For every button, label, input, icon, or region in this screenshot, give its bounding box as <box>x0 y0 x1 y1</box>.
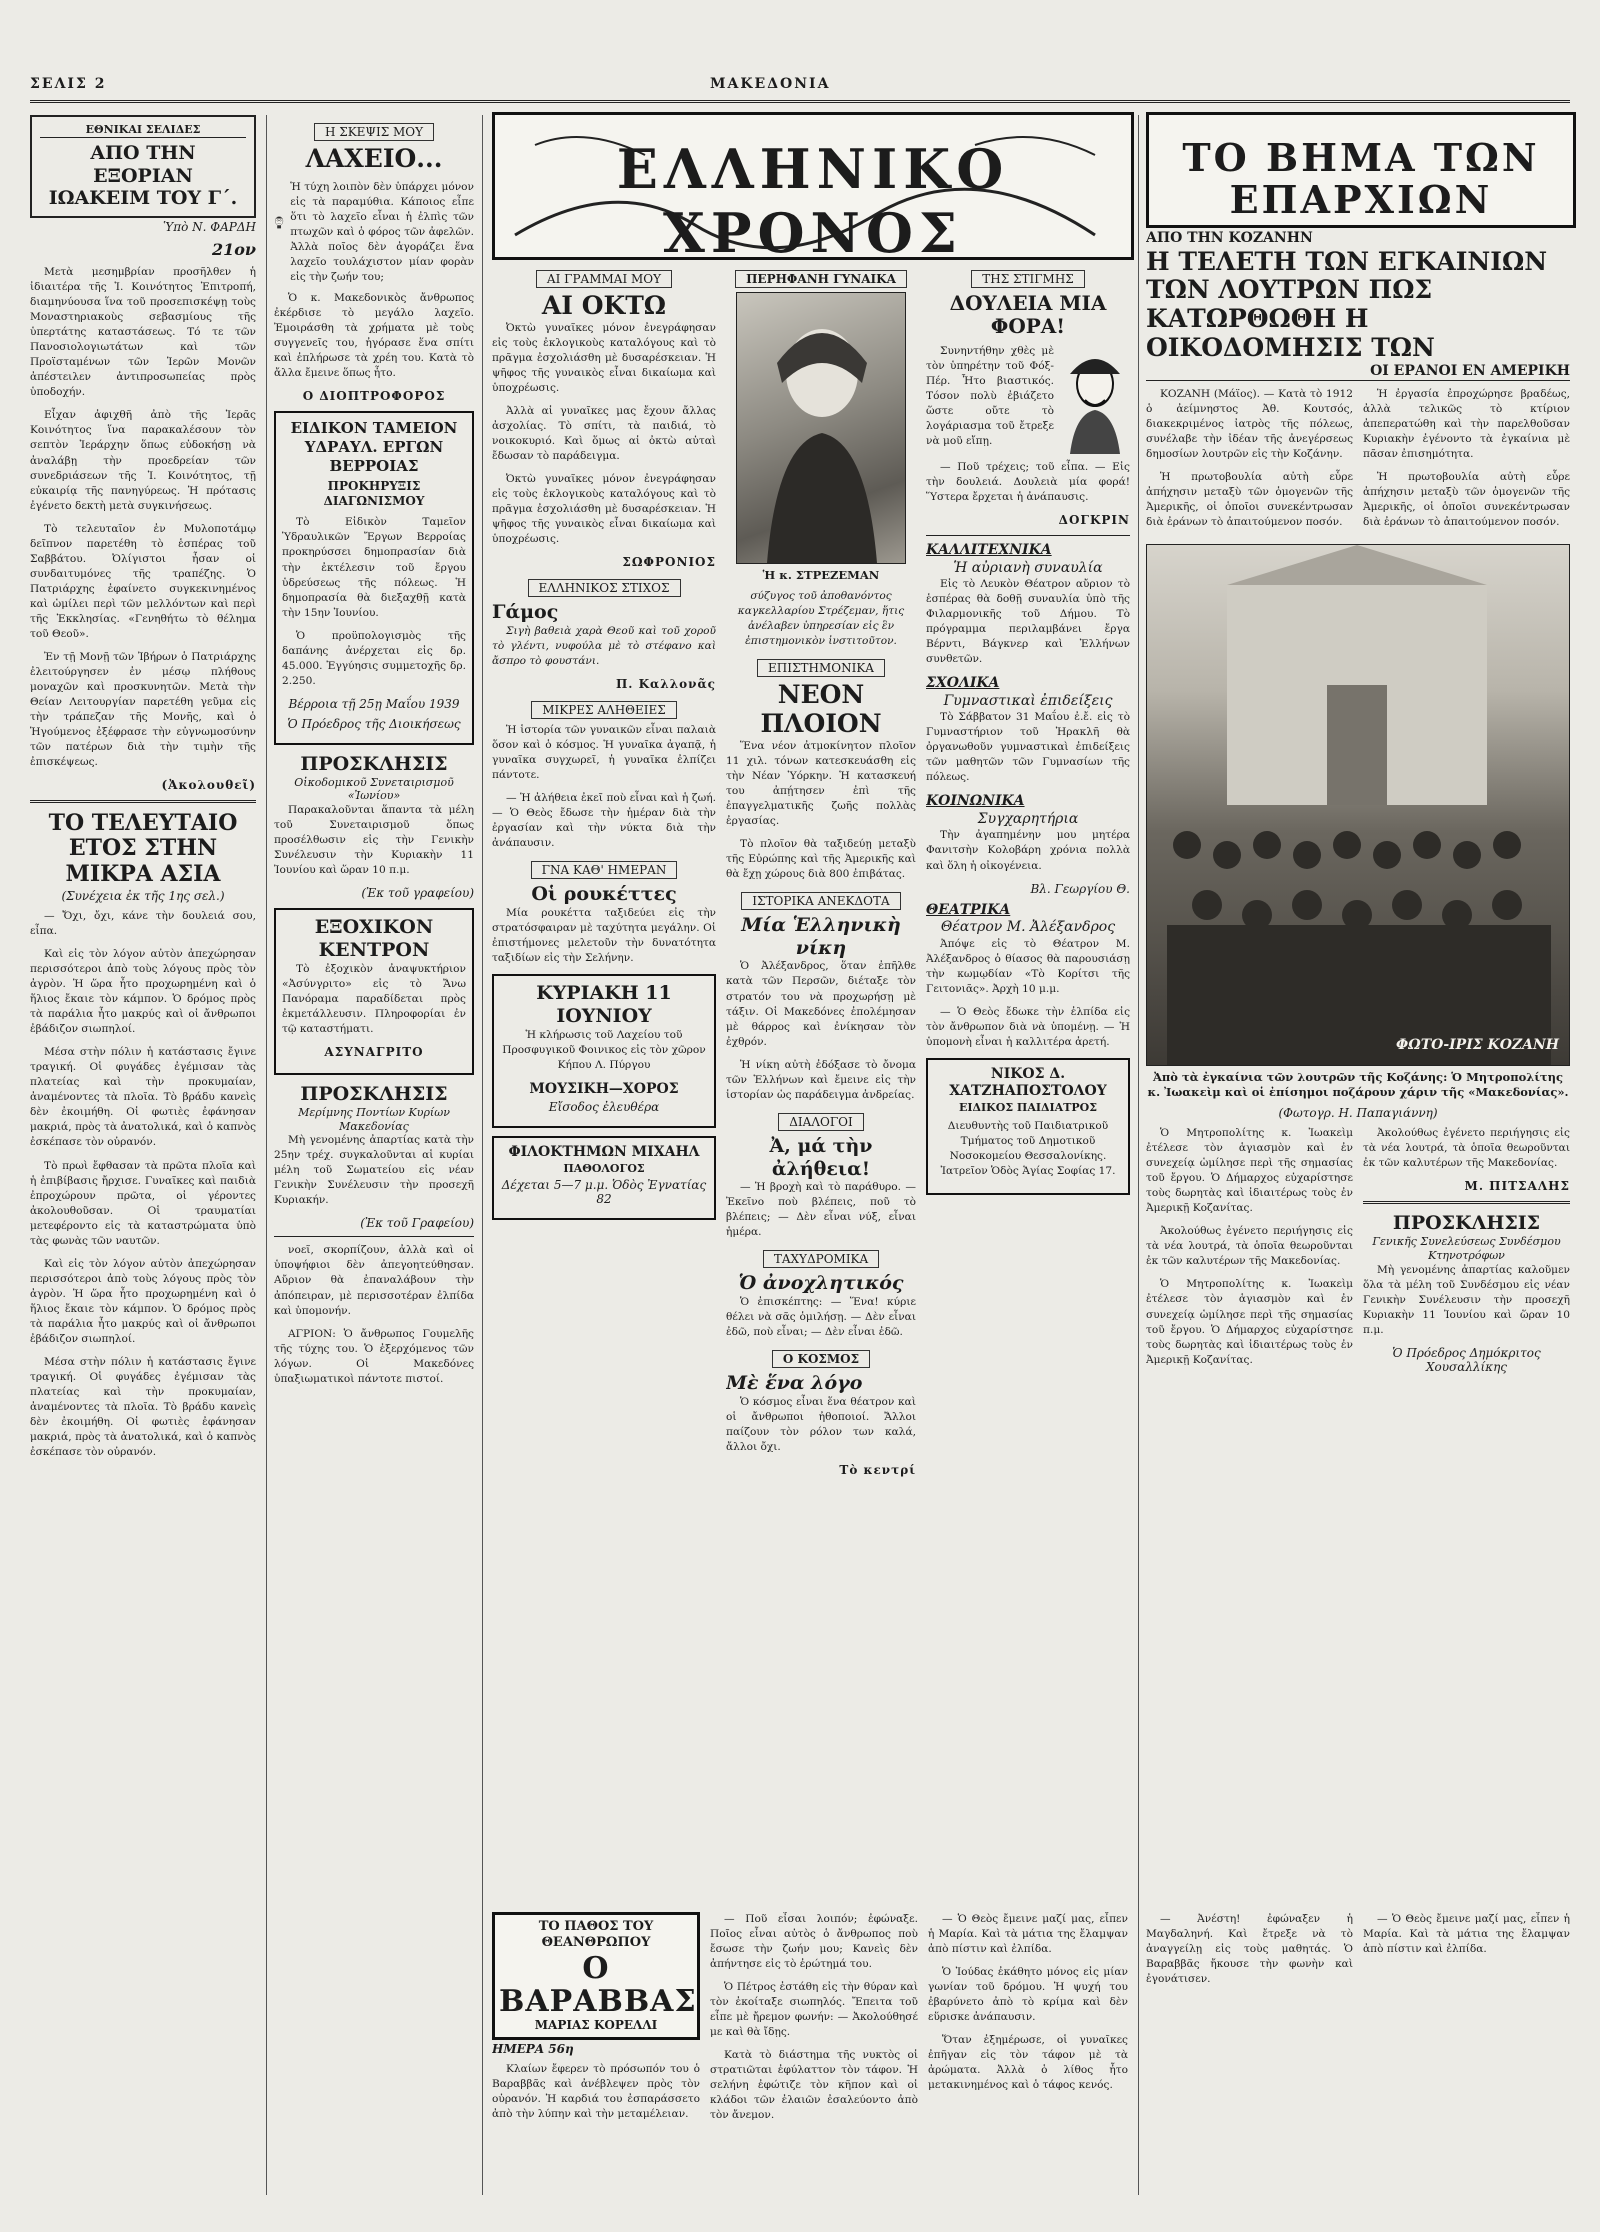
invitation-from: (Ἐκ τοῦ Γραφείου) <box>360 1216 474 1231</box>
paragraph: Ὁ Μητροπολίτης κ. Ἰωακεὶμ ἐτέλεσε τὸν ἁγιασμὸν καὶ ἐν συνεχείᾳ ὡμίλησε περὶ τῆς σημασίας τοῦ ἔργου. Ὁ Δήμαρχος εὐχαρίστησε τοὺς δωρητὰς καὶ ἰδιαιτέρως τοὺς ἐν Ἀμερικῇ Κοζανίτας. <box>1146 1278 1353 1366</box>
portrait-photo <box>736 292 906 564</box>
column-rule <box>482 115 483 2195</box>
section-subheading: Συγχαρητήρια <box>977 810 1079 827</box>
group-photo-scene-icon <box>1147 545 1570 1065</box>
serial-day: ΗΜΕΡΑ 56η <box>492 2041 574 2056</box>
page-number: ΣΕΛΙΣ 2 <box>30 76 107 92</box>
signature: Π. Καλλονᾶς <box>615 677 716 692</box>
serial-title: ΑΠΟ ΤΗΝ ΕΞΟΡΙΑΝ ΙΩΑΚΕΙΜ ΤΟΥ Γ΄. <box>48 141 238 210</box>
paragraph: — Ἀνέστη! ἐφώναξεν ἡ Μαγδαληνή. Καὶ ἔτρεξε νὰ τὸ ἀναγγείλῃ εἰς τοὺς μαθητάς. Ὁ Βαραββᾶς ἤκουσε τὴν φωνὴν καὶ ἐγονάτισεν. <box>1146 1913 1353 1986</box>
signature: ΔΟΓΚΡΙΝ <box>1058 513 1130 528</box>
paragraph: Καὶ εἰς τὸν λόγον αὐτὸν ἀπεχώρησαν περισσότεροι ἀπὸ τοὺς λόγους πρὸς τὸν ἀγρὸν. Ἡ ὥρα ἦτο προχωρημένη καὶ ὁ ἥλιος ἔκαιε τὸν κάμπον. Ὁ δρόμος πρὸς τὰ παράλια ἦτο μακρύς καὶ οἱ ἄνθρωποι ἐβάδιζον σιωπηλοί. <box>30 1257 256 1345</box>
signature: Τὸ κεντρί <box>839 1463 916 1478</box>
section-kicker: ΕΠΙΣΤΗΜΟΝΙΚΑ <box>757 659 885 677</box>
paragraph: Ἡ πρωτοβουλία αὐτὴ εὗρε ἀπήχησιν μεταξὺ τῶν ὁμογενῶν τῆς Ἀμερικῆς, οἱ ὁποῖοι συνεκέντρωσαν διὰ ἐράνων τὸ ἀπαιτούμενον ποσόν. <box>1363 471 1570 529</box>
invitation-subtitle: Γενικῆς Συνελεύσεως Συνδέσμου Κτηνοτρόφων <box>1372 1235 1561 1262</box>
paragraph: Ἡ πρωτοβουλία αὐτὴ εὗρε ἀπήχησιν μεταξὺ τῶν ὁμογενῶν τῆς Ἀμερικῆς, οἱ ὁποῖοι συνεκέντρωσαν διὰ ἐράνων τὸ ἀπαιτούμενον ποσόν. <box>1146 471 1353 529</box>
paragraph: Ὁ ἐπισκέπτης: — Ἕνα! κύριε θέλει νὰ σᾶς ὁμιλήσῃ. — Δὲν εἶναι ἐδῶ, ποὺ εἶναι; — Δὲν εἶναι ἐδῶ. <box>726 1296 916 1339</box>
section-subheading: Θέατρον Μ. Ἀλέξανδρος <box>940 919 1116 936</box>
doctor-specialty: ΕΙΔΙΚΟΣ ΠΑΙΔΙΑΤΡΟΣ <box>958 1100 1098 1114</box>
paragraph: Ὀκτὼ γυναῖκες μόνον ἐνεγράφησαν εἰς τοὺς ἐκλογικοὺς καταλόγους καὶ τὸ πρᾶγμα ἐσχολιάσθη μὲ δυσαρέσκειαν. Ἡ ψῆφος τῆς γυναικὸς εἶναι δικαίωμα καὶ ὑποχρέωσις. <box>492 473 716 546</box>
side-headline: ΟΙ ΕΡΑΝΟΙ ΕΝ ΑΜΕΡΙΚΗ <box>1146 363 1570 382</box>
divider <box>274 1236 474 1237</box>
paragraph: Εἰς τὸ Λευκὸν Θέατρον αὔριον τὸ ἑσπέρας θὰ δοθῇ συναυλία ὑπὸ τῆς Φιλαρμονικῆς τοῦ Δήμου. Τὸ πρόγραμμα περιλαμβάνει ἔργα Βέρντι, Βάγκνερ καὶ Ἑλλήνων συνθετῶν. <box>926 578 1130 666</box>
paragraph: Ὀκτὼ γυναῖκες μόνον ἐνεγράφησαν εἰς τοὺς ἐκλογικοὺς καταλόγους καὶ τὸ πρᾶγμα ἐσχολιάσθη μὲ δυσαρέσκειαν. Ἡ ψῆφος τῆς γυναικὸς εἶναι δικαίωμα καὶ ὑποχρέωσις. <box>492 321 716 394</box>
caricature-illustration <box>274 180 284 264</box>
paragraph: Τὸ Σάββατον 31 Μαΐου ἐ.ἔ. εἰς τὸ Γυμναστήριον τοῦ Ἡρακλῆ θὰ ὀργανωθοῦν γυμναστικαὶ ἐπιδείξεις τῶν μαθητῶν τῶν Γυμνασίων τῆς πόλεως. <box>926 711 1130 784</box>
continuation-note: (Συνέχεια ἐκ τῆς 1ης σελ.) <box>61 889 225 904</box>
story-title: ΤΟ ΤΕΛΕΥΤΑΙΟ ΕΤΟΣ ΣΤΗΝ ΜΙΚΡΑ ΑΣΙΑ <box>48 810 238 887</box>
section-kicker: ΔΙΑΛΟΓΟΙ <box>778 1113 863 1131</box>
serial-barabbas <box>492 1912 1128 2202</box>
signature: Μ. ΠΙΤΣΑΛΗΣ <box>1464 1179 1570 1194</box>
paragraph: Ἡ νίκη αὐτὴ ἐδόξασε τὸ ὄνομα τῶν Ἑλλήνων καὶ ἔμεινε εἰς τὴν ἱστορίαν ὡς παράδειγμα ἀνδρείας. <box>726 1058 916 1101</box>
paragraph: — Ποῦ τρέχεις; τοῦ εἶπα. — Εἰς τὴν δουλειά. Δουλειὰ μία φορά! Ὕστερα ἔρχεται ἡ ἀνάπαυσις. <box>926 461 1130 504</box>
signature: Ο ΔΙΟΠΤΡΟΦΟΡΟΣ <box>302 389 446 404</box>
banner-title: ΕΛΛΗΝΙΚΟ ΧΡΟΝΟΣ <box>616 137 1010 265</box>
doctor-address: Δέχεται 5—7 μ.μ. Ὁδὸς Ἐγνατίας 82 <box>501 1177 707 1206</box>
paragraph: Ἀκολούθως ἐγένετο περιήγησις εἰς τὰ νέα λουτρά, τὰ ὁποῖα θεωροῦνται ἐκ τῶν καλυτέρων τῆς Μακεδονίας. <box>1146 1225 1353 1268</box>
section-subheading: Ἡ αὐριανὴ συναυλία <box>953 559 1103 576</box>
paragraph: Συνηντήθην χθὲς μὲ τὸν ὑπηρέτην τοῦ Φόξ-Πέρ. Ἦτο βιαστικός. Τόσον πολὺ ἐβιάζετο ὥστε οὔτε τὸ λογάριασμα τοῦ ἔτρεξε νὰ μοῦ εἴπῃ. <box>926 345 1054 448</box>
section-heading: ΚΟΙΝΩΝΙΚΑ <box>926 793 1025 810</box>
paragraph: Τὸ Εἰδικὸν Ταμεῖον Ὑδραυλικῶν Ἔργων Βερροίας προκηρύσσει δημοπρασίαν διὰ τὴν ἐκτέλεσιν τοῦ ἔργου ὑδρεύσεως τῆς πόλεως. Ἡ δημοπρασία θὰ διεξαχθῇ κατὰ τὴν 15ην Ἰουνίου. <box>282 516 466 619</box>
section-heading: ΚΑΛΛΙΤΕΧΝΙΚΑ <box>926 542 1052 559</box>
paragraph: — Ὁ Θεὸς ἔμεινε μαζί μας, εἶπεν ἡ Μαρία. Καὶ τὰ μάτια της ἔλαμψαν ἀπὸ πίστιν καὶ ἐλπίδα. <box>928 1913 1128 1956</box>
doctor-ad <box>492 1136 716 1219</box>
column-my-thought <box>274 115 474 2195</box>
story-title: Μία Ἑλληνικὴ νίκη <box>741 913 901 959</box>
serial-banner <box>492 1912 700 2040</box>
paragraph: Καὶ εἰς τὸν λόγον αὐτὸν ἀπεχώρησαν περισσότεροι ἀπὸ τοὺς λόγους πρὸς τὸν ἀγρὸν. Ἡ ὥρα ἦτο προχωρημένη καὶ ὁ ἥλιος ἔκαιε τὸν κάμπον. Ὁ δρόμος πρὸς τὰ παράλια ἦτο μακρύς καὶ οἱ ἄνθρωποι ἐβάδιζον σιωπηλοί. <box>30 948 256 1036</box>
serial-continuation <box>1146 1912 1570 2202</box>
column-provinces <box>1146 230 1570 2200</box>
paragraph: Ὁ Πέτρος ἐστάθη εἰς τὴν θύραν καὶ τὸν ἐκοίταξε σιωπηλός. Ἔπειτα τοῦ εἶπε μὲ ἤρεμον φωνήν: — Ἀκολούθησέ με καὶ θὰ ἴδῃς. <box>710 1981 918 2039</box>
group-photo <box>1146 544 1570 1066</box>
notice-date: Βέρροια τῇ 25ῃ Μαΐου 1939 <box>288 696 460 711</box>
ad-music: ΜΟΥΣΙΚΗ—ΧΟΡΟΣ <box>529 1080 679 1097</box>
paragraph: Ἕνα νέον ἀτμοκίνητον πλοῖον 11 χιλ. τόνων κατεσκευάσθη εἰς τὴν Νέαν Ὑόρκην. Ἡ κατασκευή του ἀπῄτησεν ἐπὶ τῆς ἐπαγγελματικῆς ζωῆς πολλὰς ἐργασίας. <box>726 739 916 827</box>
serial-kicker: ΤΟ ΠΑΘΟΣ ΤΟΥ ΘΕΑΝΘΡΩΠΟΥ <box>538 1919 654 1951</box>
section-kicker: ΓΝΑ ΚΑΘ' ΗΜΕΡΑΝ <box>531 861 678 879</box>
cavalier-illustration <box>1060 344 1130 454</box>
paragraph: Ὁ Ἰούδας ἐκάθητο μόνος εἰς μίαν γωνίαν τοῦ δρόμου. Ἡ ψυχή του ἐβαρύνετο ἀπὸ τὸ κρίμα καὶ δὲν εὕρισκε ἀνάπαυσιν. <box>928 1966 1128 2024</box>
column-rule <box>1138 115 1139 2195</box>
paragraph: — Ὁ Θεὸς ἔμεινε μαζί μας, εἶπεν ἡ Μαρία. Καὶ τὰ μάτια της ἔλαμψαν ἀπὸ πίστιν καὶ ἐλπίδα. <box>1363 1913 1570 1956</box>
byline: Ὑπὸ Ν. ΦΑΡΔΗ <box>163 220 256 235</box>
paragraph: Τὸ πρωὶ ἔφθασαν τὰ πρῶτα πλοῖα καὶ ἡ ἐπιβίβασις ἤρχισε. Γυναῖκες καὶ παιδιὰ ἐπροχώρουν πρῶτα, οἱ γέροντες ἀκολουθοῦσαν. Οἱ τραυματίαι μετεφέροντο εἰς τὰ καταστρώματα ὑπὸ τὰς φωνὰς τῶν ναυτῶν. <box>30 1159 256 1247</box>
section-heading: ΘΕΑΤΡΙΚΑ <box>926 901 1011 918</box>
signature: ΣΩΦΡΟΝΙΟΣ <box>622 555 716 570</box>
installment-number: 21ον <box>211 240 256 260</box>
paragraph: Μία ρουκέττα ταξιδεύει εἰς τὴν στρατόσφαιραν μὲ ταχύτητα μεγάλην. Οἱ ἐπιστήμονες μελετοῦν τὴν δυνατότητα ταξιδίων εἰς τὴν Σελήνην. <box>492 907 716 965</box>
paragraph: Ὁ κόσμος εἶναι ἕνα θέατρον καὶ οἱ ἄνθρωποι ἠθοποιοί. Ἄλλοι παίζουν τὸν ρόλον των καλά, ἄλλοι ὄχι. <box>726 1396 916 1454</box>
serial-author: ΜΑΡΙΑΣ ΚΟΡΕΛΛΙ <box>534 2017 658 2032</box>
paragraph: — Ἡ ἀλήθεια ἐκεῖ ποὺ εἶναι καὶ ἡ ζωή. — Ὁ Θεὸς ἔδωσε τὴν ἡμέραν διὰ τὴν ἐργασίαν καὶ τὴν νύκτα διὰ τὴν ἀνάπαυσιν. <box>492 792 716 850</box>
section-subheading: Γυμναστικαὶ ἐπιδείξεις <box>943 692 1113 709</box>
section-kicker: Ο ΚΟΣΜΟΣ <box>772 1350 870 1368</box>
paragraph: Ἀλλὰ αἱ γυναῖκες μας ἔχουν ἄλλας ἀσχολίας. Τὸ σπίτι, τὰ παιδιά, τὸ νοικοκυριό. Καὶ ὅμως αἱ ὀκτὼ αὐταὶ ἔδωσαν τὸ παράδειγμα. <box>492 404 716 462</box>
photo-caption: Ἡ κ. ΣΤΡΕΖΕΜΑΝ <box>762 568 880 582</box>
poem-text: Σιγὴ βαθειὰ χαρὰ Θεοῦ καὶ τοῦ χοροῦ τὸ γλέντι, νυφούλα μὲ τὸ στέφανο καὶ ἄσπρο τὸ φουστάνι. <box>492 624 716 668</box>
ad-fee: Εἴσοδος ἐλευθέρα <box>548 1100 660 1115</box>
paragraph: Ὁ Ἀλέξανδρος, ὅταν ἐπῆλθε κατὰ τῶν Περσῶν, διέταξε τὸν στρατόν του νὰ προχωρήσῃ μὲ τάξιν. Οἱ Μακεδόνες ἐπολέμησαν μὲ θάρρος καὶ ἐνίκησαν τὸν ἐχθρόν. <box>726 960 916 1048</box>
paragraph: Ὅταν ἐξημέρωσε, οἱ γυναῖκες ἐπῆγαν εἰς τὸν τάφον μὲ τὰ ἀρώματα. Ἀλλὰ ὁ λίθος ἦτο μετακινημένος καὶ ὁ τάφος κενός. <box>928 2034 1128 2092</box>
photo-caption: Ἀπὸ τὰ ἐγκαίνια τῶν λουτρῶν τῆς Κοζάνης: Ὁ Μητροπολίτης κ. Ἰωακεὶμ καὶ οἱ ἐπίσημοι ποζάρουν χάριν τῆς «Μακεδονίας». <box>1147 1070 1569 1100</box>
paragraph: Κατὰ τὸ διάστημα τῆς νυκτὸς οἱ στρατιῶται ἐφύλαττον τὸν τάφον. Ἡ σελήνη ἐφώτιζε τὸν κῆπον καὶ οἱ κλάδοι τῶν ἐλαιῶν ἐσαλεύοντο ἀπὸ τὸν ἄνεμον. <box>710 2049 918 2122</box>
ad-text: Διευθυντὴς τοῦ Παιδιατρικοῦ Τμήματος τοῦ Δημοτικοῦ Νοσοκομείου Θεσσαλονίκης. Ἰατρεῖον Ὁδὸς Ἁγίας Σοφίας 17. <box>940 1119 1116 1177</box>
photo-credit: (Φωτογρ. Η. Παπαγιάννη) <box>1278 1106 1438 1121</box>
paragraph: Ὁ προϋπολογισμὸς τῆς δαπάνης ἀνέρχεται εἰς δρ. 45.000. Ἐγγύησις συμμετοχῆς δρ. 2.250. <box>282 629 466 687</box>
paragraph: Μὴ γενομένης ἀπαρτίας καλοῦμεν ὅλα τὰ μέλη τοῦ Συνδέσμου εἰς νέαν Γενικὴν Συνέλευσιν τὴν προσεχῆ Κυριακὴν 11 Ἰουνίου καὶ ὥραν 10 π.μ. <box>1363 1263 1570 1336</box>
paragraph: Εἶχαν ἀφιχθῆ ἀπὸ τῆς Ἱερᾶς Κοινότητος ἵνα παρακαλέσουν τὸν σεπτὸν Ἱεράρχην ὅπως εὐδοκήσῃ νὰ ἀναλάβῃ τὴν προεδρείαν τῶν συνεδριάσεων τῆς Ἱ. Κοινότητος, τῇ εὐκαιρίᾳ τῆς πανηγύρεως. Ἡ πρότασις ἐγένετο δεκτὴ μετὰ συγκινήσεως. <box>30 409 256 512</box>
invitation-title: ΠΡΟΣΚΛΗΣΙΣ <box>300 1082 448 1105</box>
paragraph: νοεῖ, σκορπίζουν, ἀλλὰ καὶ οἱ ὑποψήφιοι δὲν ἀπεγοητεύθησαν. Αὔριον θὰ ἐπαναλάβουν τὴν ἀπόπειραν, μὲ περισσοτέραν ἐλπίδα καὶ ὑπομονήν. <box>274 1244 474 1317</box>
paragraph: — Ὁ Θεὸς ἔδωκε τὴν ἐλπίδα εἰς τὸν ἄνθρωπον διὰ νὰ ὑπομένῃ. — Ἡ ὑπομονὴ εἶναι ἡ καλλιτέρα ἀρετή. <box>926 1005 1130 1048</box>
doctor-name: ΝΙΚΟΣ Δ. ΧΑΤΖΗΑΠΟΣΤΟΛΟΥ <box>949 1065 1107 1100</box>
paragraph: Ἀπόψε εἰς τὸ Θέατρον Μ. Ἀλέξανδρος ὁ θίασος θὰ παρουσιάσῃ τὴν κωμῳδίαν «Τὸ Κορίτσι τῆς Γειτονιᾶς». Ἀρχὴ 10 μ.μ. <box>926 937 1130 995</box>
paragraph: Τὸ ἐξοχικὸν ἀναψυκτήριον «Ἀσύνγριτο» εἰς τὸ Ἄνω Πανόραμα παραδίδεται πρὸς ἐκμετάλλευσιν. Πληροφορίαι ἐν τῷ καταστήματι. <box>282 962 466 1035</box>
section-banner <box>492 112 1134 265</box>
section-kicker: ΠΕΡΗΦΑΝΗ ΓΥΝΑΙΚΑ <box>735 270 907 288</box>
photo-credit-stamp: ΦΩΤΟ-ΙΡΙΣ ΚΟΖΑΝΗ <box>1396 1037 1559 1054</box>
provinces-banner <box>1146 112 1576 228</box>
section-kicker: ΜΙΚΡΕΣ ΑΛΗΘΕΙΕΣ <box>531 701 677 719</box>
dialogue-title: Ὁ ἀνοχλητικός <box>738 1272 904 1295</box>
article-title: ΔΟΥΛΕΙΑ ΜΙΑ ΦΟΡΑ! <box>949 291 1107 338</box>
classified-ad <box>274 908 474 1075</box>
invitation-from: (Ἐκ τοῦ γραφείου) <box>361 886 474 901</box>
divider <box>926 535 1130 536</box>
greeting-from: Βλ. Γεωργίου Θ. <box>1030 881 1130 896</box>
section-kicker: ΙΣΤΟΡΙΚΑ ΑΝΕΚΔΟΤΑ <box>741 892 900 910</box>
paper-title: ΜΑΚΕΔΟΝΙΑ <box>710 76 831 92</box>
dialogue-title: Ἀ, μά τὴν ἀλήθεια! <box>769 1134 873 1180</box>
paragraph: ΑΓΡΙΟΝ: Ὁ ἄνθρωπος Γουμελῆς τῆς τύχης του. Ὁ ἐξερχόμενος τῶν λόγων. Οἱ Μακεδόνες ὑπαξιωματικοὶ πάντοτε πιστοί. <box>274 1327 474 1385</box>
paragraph: Ἡ ἱστορία τῶν γυναικῶν εἶναι παλαιὰ ὅσον καὶ ὁ κόσμος. Ἡ γυναῖκα ἀγαπᾷ, ἡ γυναῖκα συγχωρεῖ, ἡ γυναῖκα ἐλπίζει πάντοτε. <box>492 724 716 782</box>
serial-header <box>30 115 256 218</box>
caption-text: σύζυγος τοῦ ἀποθανόντος καγκελλαρίου Στρέζεμαν, ἥτις ἀνέλαβεν ὑπηρεσίαν εἰς ἓν ἐπιστημονικὸν ἰνστιτοῦτον. <box>737 589 905 648</box>
section-kicker: ΤΑΧΥΔΡΟΜΙΚΑ <box>763 1250 879 1268</box>
notice-signatory: Ὁ Πρόεδρος τῆς Διοικήσεως <box>287 716 461 731</box>
notice-title: ΕΙΔΙΚΟΝ ΤΑΜΕΙΟΝ ΥΔΡΑΥΛ. ΕΡΓΩΝ ΒΕΡΡΟΙΑΣ <box>290 419 458 475</box>
divider <box>30 800 256 803</box>
paragraph: Μὴ γενομένης ἀπαρτίας κατὰ τὴν 25ην τρέχ. συγκαλοῦνται αἱ κυρίαι μέλη τοῦ Σωματείου εἰς νέαν Γενικὴν Συνέλευσιν τὴν προσεχῆ Κυριακήν. <box>274 1134 474 1207</box>
section-kicker: ΕΛΛΗΝΙΚΟΣ ΣΤΙΧΟΣ <box>528 579 681 597</box>
serial-title: Ο ΒΑΡΑΒΒΑΣ <box>499 1950 697 2019</box>
article-title: ΑΙ ΟΚΤΩ <box>541 291 667 320</box>
paragraph: Μετὰ μεσημβρίαν προσῆλθεν ἡ ἰδιαιτέρα τῆς Ἱ. Κοινότητος Ἐπιτροπή, διαμηνύουσα ἵνα τοῦ προσεπισκέψῃ τοὺς Μοναστηριακοὺς σεβασμίους τῆς ὑπερτάτης καταστάσεως. Τό τε τῶν Πανοσιολογιωτάτων καὶ τῶν Προϊσταμένων τῶν Ἱερῶν Μονῶν ἀπέστειλεν ἀντιπροσωπείας πρὸς ὑποδοχήν. <box>30 266 256 399</box>
paragraph: Ἀκολούθως ἐγένετο περιήγησις εἰς τὰ νέα λουτρά, τὰ ὁποῖα θεωροῦνται ἐκ τῶν καλυτέρων τῆς Μακεδονίας. <box>1363 1127 1570 1170</box>
classified-tag: ΑΣΥΝΑΓΡΙΤΟ <box>324 1044 424 1059</box>
paragraph: Ὁ Μητροπολίτης κ. Ἰωακεὶμ ἐτέλεσε τὸν ἁγιασμὸν καὶ ἐν συνεχείᾳ ὡμίλησε περὶ τῆς σημασίας τοῦ ἔργου. Ὁ Δήμαρχος εὐχαρίστησε τοὺς δωρητὰς καὶ ἰδιαιτέρως τοὺς ἐν Ἀμερικῇ Κοζανίτας. <box>1146 1127 1353 1215</box>
paragraph: Ὁ κ. Μακεδονικὸς ἄνθρωπος ἐκέρδισε τὸ μεγάλο λαχεῖο. Ἐμοιράσθη τὰ χρήματα μὲ τοὺς συγγενεῖς του, ἠγόρασε ἕνα σπίτι καὶ ἐπλήρωσε τὰ χρέη του. Κατὰ τὸ ἄλλα ἔμεινε ὅπως ἦτο. <box>274 291 474 380</box>
paragraph: — Ἡ βροχὴ καὶ τὸ παράθυρο. — Ἐκεῖνο ποὺ βλέπεις, ποῦ τὸ βλέπεις; — Δὲν εἶναι νύξ, εἶναι ἡμέρα. <box>726 1181 916 1239</box>
notice-subtitle: ΠΡΟΚΗΡΥΞΙΣ ΔΙΑΓΩΝΙΣΜΟΥ <box>323 479 425 509</box>
ad-day: ΚΥΡΙΑΚΗ 11 ΙΟΥΝΙΟΥ <box>536 982 672 1028</box>
section-heading: ΣΧΟΛΙΚΑ <box>926 675 1000 692</box>
doctor-name: ΦΙΛΟΚΤΗΜΩΝ ΜΙΧΑΗΛ <box>508 1144 700 1161</box>
location-label: ΑΠΟ ΤΗΝ ΚΟΖΑΝΗΝ <box>1146 230 1313 246</box>
paragraph: — Ποῦ εἶσαι λοιπόν; ἐφώναξε. Ποῖος εἶναι αὐτὸς ὁ ἄνθρωπος ποὺ ἔσωσε τὴν ζωήν μου; Κανεὶς δὲν ἀπήντησε εἰς τὸ ἐρώτημά του. <box>710 1913 918 1971</box>
portrait-figure-icon <box>737 293 907 563</box>
column-national-pages <box>30 115 256 2195</box>
poem-title: Γάμος <box>492 601 559 624</box>
tender-notice <box>274 411 474 745</box>
dialogue-title: Μὲ ἕνα λόγο <box>726 1372 863 1395</box>
paragraph: Μέσα στὴν πόλιν ἡ κατάστασις ἔγινε τραγική. Οἱ φυγάδες ἐγέμισαν τὰς πλατείας καὶ τὴν προκυμαίαν, ἀναμένοντες τὰ πλοῖα. Τὸ βράδυ κανεὶς δὲν ἐκοιμήθη. Οἱ φωτιὲς ἐφάνησαν μακριά, πρὸς τὰ ἀνατολικά, καὶ ὁ καπνὸς ἐσκέπασε τὸν οὐρανόν. <box>30 1046 256 1149</box>
article-title: ΝΕΟΝ ΠΛΟΙΟΝ <box>760 680 882 738</box>
paragraph: Ἐν τῇ Μονῇ τῶν Ἰβήρων ὁ Πατριάρχης ἐλειτούργησεν ἐν μέσῳ πλήθους μοναχῶν καὶ προσκυνητῶν. Μετὰ τὴν Θείαν Λειτουργίαν παρετέθη γεῦμα εἰς τὴν τράπεζαν τῆς Μονῆς, καὶ ὁ Ἡγούμενος ἐξέφρασε τὴν εὐγνωμοσύνην τῶν πατέρων διὰ τὴν τιμὴν τῆς ἐπισκέψεως. <box>30 650 256 769</box>
article-headline: Η ΤΕΛΕΤΗ ΤΩΝ ΕΓΚΑΙΝΙΩΝ ΤΩΝ ΛΟΥΤΡΩΝ ΠΩΣ ΚΑΤΩΡΘΩΘΗ Η ΟΙΚΟΔΟΜΗΣΙΣ ΤΩΝ <box>1146 246 1548 362</box>
paragraph: ΚΟΖΑΝΗ (Μάϊος). — Κατὰ τὸ 1912 ὁ ἀείμνηστος Ἀθ. Κουτσός, διακεκριμένος ἰατρὸς τῆς πόλεως, συνέλαβε τὴν ἰδέαν τῆς ἀνεγέρσεως δημοσίων λουτρῶν εἰς τὴν Κοζάνην. <box>1146 388 1353 461</box>
provinces-banner-title: ΤΟ ΒΗΜΑ ΤΩΝ ΕΠΑΡΧΙΩΝ <box>1182 135 1540 222</box>
column-my-letters <box>492 262 716 2182</box>
story-title: Οἱ ρουκέττες <box>531 883 677 906</box>
divider <box>1363 1201 1570 1204</box>
invitation-subtitle: Μερίμνης Ποντίων Κυρίων Μακεδονίας <box>298 1105 450 1133</box>
lottery-ad <box>492 974 716 1128</box>
doctor-specialty: ΠΑΘΟΛΟΓΟΣ <box>563 1161 645 1175</box>
invitation-subtitle: Οἰκοδομικοῦ Συνεταιρισμοῦ «Ἰωνίου» <box>294 775 454 803</box>
paragraph: Τὸ τελευταῖον ἐν Μυλοποτάμῳ δεῖπνον παρετέθη τὸ ἑσπέρας τοῦ Σαββάτου. Ὀλίγιστοι ἦσαν οἱ συνδαιτυμόνες τῆς τραπέζης. Ὁ Πατριάρχης ἐφαίνετο συγκεκινημένος καὶ ὡμίλει περὶ τῶν μελλόντων καὶ περὶ τῆς Ἐκκλησίας. «Γενηθήτω τὸ θέλημα τοῦ Θεοῦ». <box>30 522 256 640</box>
paragraph: Τὴν ἀγαπημένην μου μητέρα Φανιτσὴν Κολοβάρη χρόνια πολλὰ καὶ ὅλη ἡ οἰκογένεια. <box>926 829 1130 872</box>
paragraph: — Ὄχι, ὄχι, κάνε τὴν δουλειά σου, εἶπα. <box>30 910 256 938</box>
paragraph: Μέσα στὴν πόλιν ἡ κατάστασις ἔγινε τραγική. Οἱ φυγάδες ἐγέμισαν τὰς πλατείας καὶ τὴν προκυμαίαν, ἀναμένοντες τὰ πλοῖα. Τὸ βράδυ κανεὶς δὲν ἐκοιμήθη. Οἱ φωτιὲς ἐφάνησαν μακριά, πρὸς τὰ ἀνατολικά, καὶ ὁ καπνὸς ἐσκέπασε τὸν οὐρανόν. <box>30 1355 256 1459</box>
section-kicker: ΑΙ ΓΡΑΜΜΑΙ ΜΟΥ <box>536 270 672 288</box>
paragraph: Ἡ τύχη λοιπὸν δὲν ὑπάρχει μόνον εἰς τὰ παραμύθια. Κάποιος εἶπε ὅτι τὸ λαχεῖο εἶναι ἡ ἐλπὶς τῶν πτωχῶν καὶ ὁ φόρος τῶν ἀφελῶν. Ἀλλὰ ποῖος δὲν ἀγοράζει ἕνα λαχεῖο τουλάχιστον μίαν φορὰν εἰς τὴν ζωήν του; <box>290 180 474 283</box>
invitation-signatory: Ὁ Πρόεδρος Δημόκριτος Χουσαλλίκης <box>1392 1345 1541 1374</box>
column-rule <box>266 115 267 2195</box>
invitation-title: ΠΡΟΣΚΛΗΣΙΣ <box>300 752 448 775</box>
masthead <box>30 70 1570 103</box>
paragraph: Κλαίων ἔφερεν τὸ πρόσωπόν του ὁ Βαραββᾶς καὶ ἀνέβλεψεν πρὸς τὸν οὐρανόν. Ἡ καρδιά του ἐσπαράσσετο ἀπὸ τὴν λύπην καὶ τὴν μεταμέλειαν. <box>492 2062 700 2120</box>
section-kicker: Η ΣΚΕΨΙΣ ΜΟΥ <box>314 123 434 141</box>
pediatrician-ad <box>926 1058 1130 1195</box>
ad-text: Ἡ κλήρωσις τοῦ Λαχείου τοῦ Προσφυγικοῦ Φοινικος εἰς τὸν χῶρον Κήπου Λ. Πύργου <box>502 1028 706 1071</box>
paragraph: Παρακαλοῦνται ἅπαντα τὰ μέλη τοῦ Συνεταιρισμοῦ ὅπως προσέλθωσιν εἰς τὴν Γενικὴν Συνέλευσιν τὴν Κυριακὴν 11 Ἰουνίου καὶ ὥραν 10 π.μ. <box>274 804 474 877</box>
paragraph: Ἡ ἐργασία ἐπροχώρησε βραδέως, ἀλλὰ τελικῶς τὸ κτίριον ἀπεπερατώθη καὶ τὴν παρελθοῦσαν Κυριακὴν ἐγένοντο τὰ ἐγκαίνια μὲ πᾶσαν ἐπισημότητα. <box>1363 388 1570 461</box>
continued-note: (Ἀκολουθεῖ) <box>161 778 256 793</box>
article-title: ΛΑΧΕΙΟ... <box>305 144 443 173</box>
section-kicker: ΤΗΣ ΣΤΙΓΜΗΣ <box>971 270 1085 288</box>
series-label: ΕΘΝΙΚΑΙ ΣΕΛΙΔΕΣ <box>40 123 246 138</box>
column-proud-woman <box>726 262 916 1902</box>
invitation-title: ΠΡΟΣΚΛΗΣΙΣ <box>1392 1212 1541 1235</box>
column-of-the-moment <box>926 262 1130 1902</box>
paragraph: Τὸ πλοῖον θὰ ταξιδεύῃ μεταξὺ τῆς Εὐρώπης καὶ τῆς Ἀμερικῆς καὶ θὰ ἔχῃ χώρους διὰ 800 ἐπιβάτας. <box>726 837 916 880</box>
classified-title: ΕΞΟΧΙΚΟΝ ΚΕΝΤΡΟΝ <box>314 916 434 961</box>
